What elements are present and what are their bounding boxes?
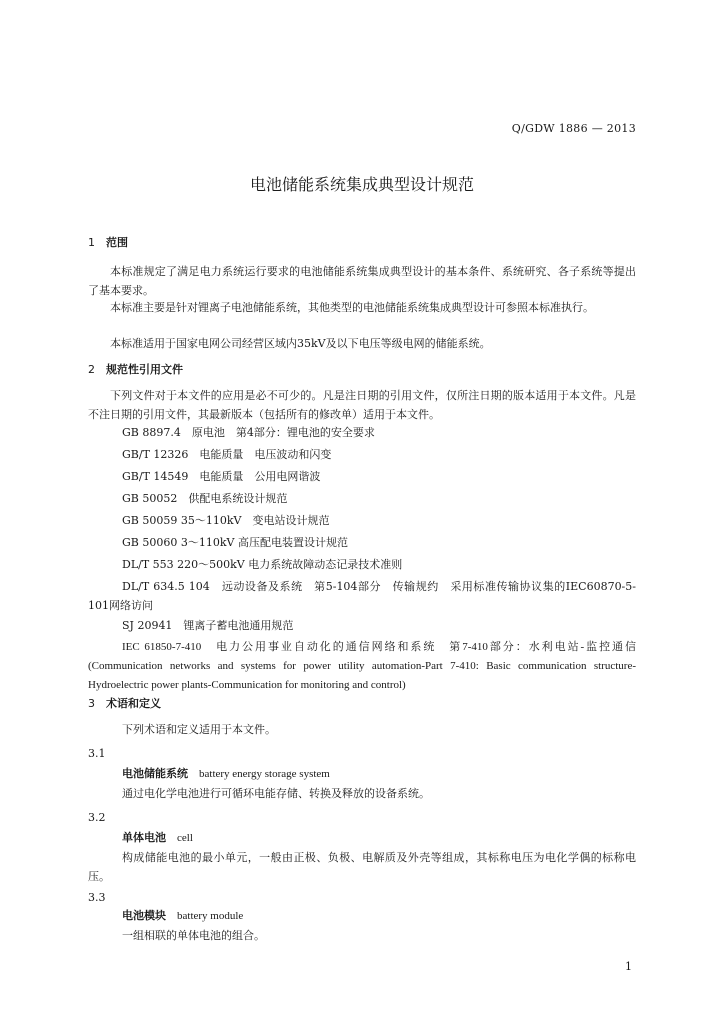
term-number: 3.1 bbox=[88, 747, 106, 760]
term-number: 3.2 bbox=[88, 811, 106, 824]
reference-item: GB 50059 35～110kV 变电站设计规范 bbox=[122, 514, 330, 527]
term-name bbox=[88, 764, 670, 784]
section-1-heading bbox=[88, 233, 636, 252]
term-definition: 构成储能电池的最小单元，一般由正极、负极、电解质及外壳等组成，其标称电压为电化学偶的标称电压。 bbox=[88, 851, 636, 883]
section-number: 2 bbox=[88, 363, 95, 376]
paragraph: 下列文件对于本文件的应用是必不可少的。凡是注日期的引用文件，仅所注日期的版本适用于本文件。凡是不注日期的引用文件，其最新版本（包括所有的修改单）适用于本文件。 bbox=[88, 389, 636, 421]
reference-item: GB 8897.4 原电池 第4部分：锂电池的安全要求 bbox=[122, 426, 375, 439]
term-definition: 一组相联的单体电池的组合。 bbox=[122, 929, 265, 942]
page-number: 1 bbox=[625, 960, 632, 973]
paragraph: 本标准主要是针对锂离子电池储能系统，其他类型的电池储能系统集成典型设计可参照本标准执行。 bbox=[110, 301, 594, 314]
section-3-heading bbox=[88, 694, 636, 713]
paragraph: 下列术语和定义适用于本文件。 bbox=[122, 723, 276, 736]
section-number: 3 bbox=[88, 697, 95, 710]
paragraph: 本标准适用于国家电网公司经营区域内35kV及以下电压等级电网的储能系统。 bbox=[110, 337, 491, 350]
section-2-heading bbox=[88, 360, 636, 379]
reference-item: GB 50060 3～110kV 高压配电装置设计规范 bbox=[122, 536, 348, 549]
term-en: cell bbox=[177, 832, 193, 844]
reference-item: SJ 20941 锂离子蓄电池通用规范 bbox=[122, 619, 294, 632]
document-id: Q/GDW 1886 — 2013 bbox=[511, 122, 636, 135]
section-title: 规范性引用文件 bbox=[106, 363, 183, 376]
reference-item: GB/T 14549 电能质量 公用电网谐波 bbox=[122, 470, 321, 483]
section-title: 范围 bbox=[106, 236, 128, 249]
reference-item: DL/T 634.5 104 远动设备及系统 第5-104部分 传输规约 采用标准传输协议集的IEC60870-5-101网络访问 bbox=[88, 580, 636, 612]
paragraph: 本标准规定了满足电力系统运行要求的电池储能系统集成典型设计的基本条件、系统研究、各子系统等提出了基本要求。 bbox=[88, 265, 636, 297]
section-number: 1 bbox=[88, 236, 95, 249]
term-cn: 电池模块 bbox=[122, 909, 166, 922]
page-title: 电池储能系统集成典型设计规范 bbox=[249, 175, 474, 194]
term-cn: 单体电池 bbox=[122, 831, 166, 844]
term-en: battery energy storage system bbox=[199, 768, 330, 780]
term-name bbox=[88, 906, 670, 926]
reference-item: GB/T 12326 电能质量 电压波动和闪变 bbox=[122, 448, 332, 461]
term-en: battery module bbox=[177, 910, 244, 922]
section-title: 术语和定义 bbox=[106, 697, 161, 710]
term-definition: 通过电化学电池进行可循环电能存储、转换及释放的设备系统。 bbox=[122, 787, 430, 800]
term-cn: 电池储能系统 bbox=[122, 767, 188, 780]
reference-item: IEC 61850-7-410 电力公用事业自动化的通信网络和系统 第7-410部分：水利电站-监控通信(Communication networks and systems for power utility automation-Part 7-410: Basic communication structure-Hydroelectric power plants-Communication for monitoring and control) bbox=[88, 641, 636, 691]
reference-item: DL/T 553 220～500kV 电力系统故障动态记录技术准则 bbox=[122, 558, 403, 571]
reference-item: GB 50052 供配电系统设计规范 bbox=[122, 492, 288, 505]
term-name bbox=[88, 828, 670, 848]
term-number: 3.3 bbox=[88, 891, 106, 904]
